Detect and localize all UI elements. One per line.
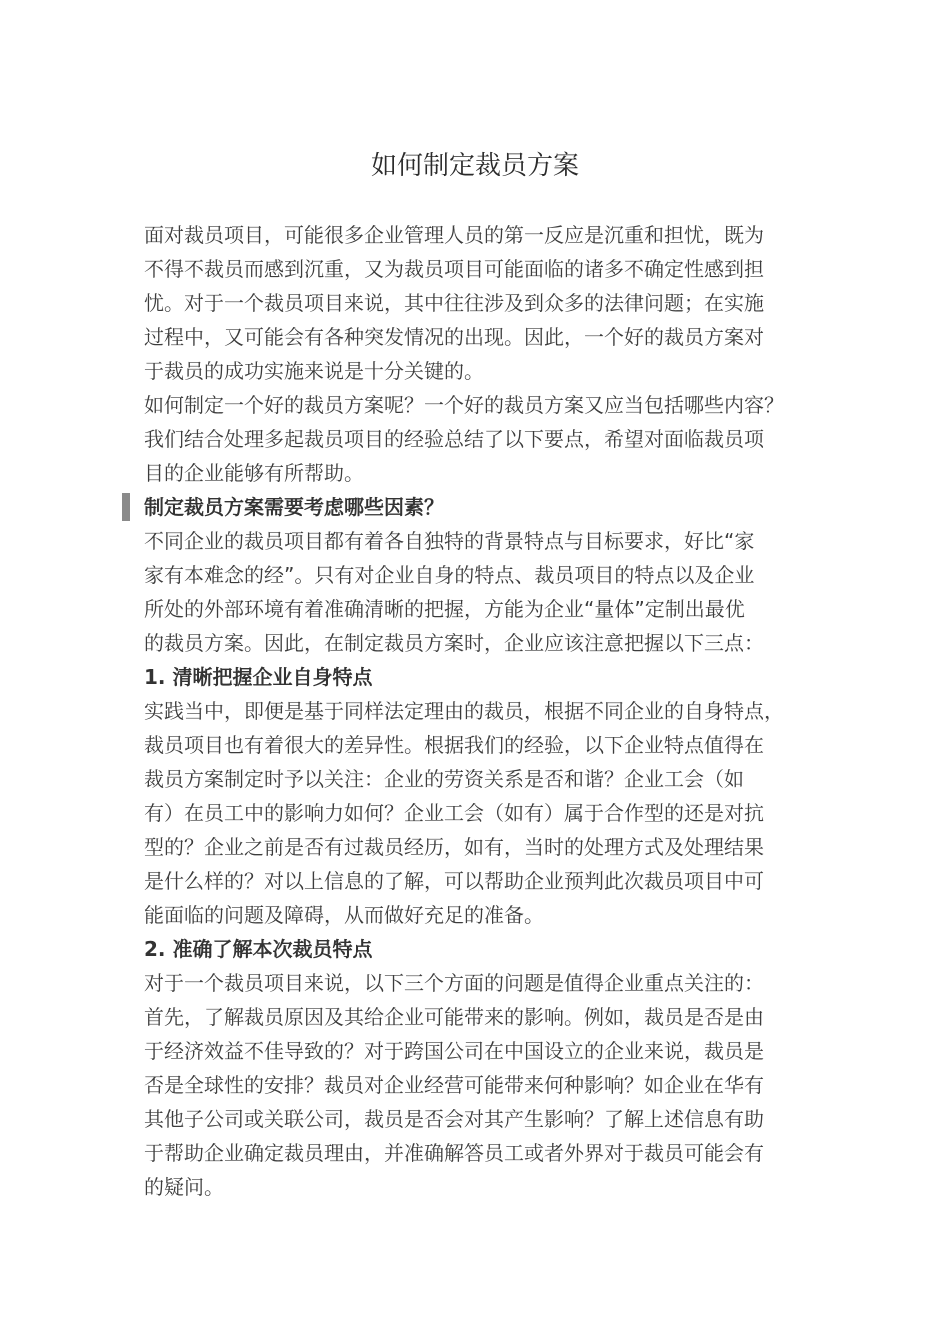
text-line: 对于一个裁员项目来说，以下三个方面的问题是值得企业重点关注的： xyxy=(144,971,764,995)
text-line: 首先，了解裁员原因及其给企业可能带来的影响。例如，裁员是否是由 xyxy=(144,1005,764,1029)
text-line: 型的？企业之前是否有过裁员经历，如有，当时的处理方式及处理结果 xyxy=(144,835,764,859)
text-line: 不同企业的裁员项目都有着各自独特的背景特点与目标要求，好比“家 xyxy=(144,529,755,553)
text-line: 面对裁员项目，可能很多企业管理人员的第一反应是沉重和担忧，既为 xyxy=(144,223,764,247)
text-line: 所处的外部环境有着准确清晰的把握，方能为企业“量体”定制出最优 xyxy=(144,597,745,621)
text-line: 不得不裁员而感到沉重，又为裁员项目可能面临的诸多不确定性感到担 xyxy=(144,257,764,281)
text-line: 裁员项目也有着很大的差异性。根据我们的经验，以下企业特点值得在 xyxy=(144,733,764,757)
text-line: 能面临的问题及障碍，从而做好充足的准备。 xyxy=(144,903,544,927)
point-2-paragraph xyxy=(144,966,814,1204)
text-line: 的疑问。 xyxy=(144,1175,224,1199)
point-2-heading: 2. 准确了解本次裁员特点 xyxy=(144,937,373,961)
text-line: 裁员方案制定时予以关注：企业的劳资关系是否和谐？企业工会（如 xyxy=(144,767,744,791)
document-body xyxy=(144,218,814,1204)
text-line: 我们结合处理多起裁员项目的经验总结了以下要点，希望对面临裁员项 xyxy=(144,427,764,451)
heading-marker-bar xyxy=(122,493,130,521)
text-line: 于经济效益不佳导致的？对于跨国公司在中国设立的企业来说，裁员是 xyxy=(144,1039,764,1063)
text-line: 实践当中，即便是基于同样法定理由的裁员，根据不同企业的自身特点， xyxy=(144,699,784,723)
text-line: 目的企业能够有所帮助。 xyxy=(144,461,364,485)
section-heading-block xyxy=(144,490,814,524)
text-line: 忧。对于一个裁员项目来说，其中往往涉及到众多的法律问题；在实施 xyxy=(144,291,764,315)
section-paragraph xyxy=(144,524,814,660)
point-1-paragraph xyxy=(144,694,814,932)
text-line: 过程中，又可能会有各种突发情况的出现。因此，一个好的裁员方案对 xyxy=(144,325,764,349)
text-line: 的裁员方案。因此，在制定裁员方案时，企业应该注意把握以下三点： xyxy=(144,631,764,655)
text-line: 如何制定一个好的裁员方案呢？一个好的裁员方案又应当包括哪些内容？ xyxy=(144,393,784,417)
text-line: 于裁员的成功实施来说是十分关键的。 xyxy=(144,359,484,383)
intro-paragraph xyxy=(144,218,814,490)
text-line: 否是全球性的安排？裁员对企业经营可能带来何种影响？如企业在华有 xyxy=(144,1073,764,1097)
text-line: 其他子公司或关联公司，裁员是否会对其产生影响？了解上述信息有助 xyxy=(144,1107,764,1131)
section-heading: 制定裁员方案需要考虑哪些因素？ xyxy=(144,495,444,519)
document-title: 如何制定裁员方案 xyxy=(370,151,579,181)
text-line: 家有本难念的经”。只有对企业自身的特点、裁员项目的特点以及企业 xyxy=(144,563,755,587)
text-line: 是什么样的？对以上信息的了解，可以帮助企业预判此次裁员项目中可 xyxy=(144,869,764,893)
text-line: 有）在员工中的影响力如何？企业工会（如有）属于合作型的还是对抗 xyxy=(144,801,764,825)
text-line: 于帮助企业确定裁员理由，并准确解答员工或者外界对于裁员可能会有 xyxy=(144,1141,764,1165)
point-1-heading: 1. 清晰把握企业自身特点 xyxy=(144,665,373,689)
